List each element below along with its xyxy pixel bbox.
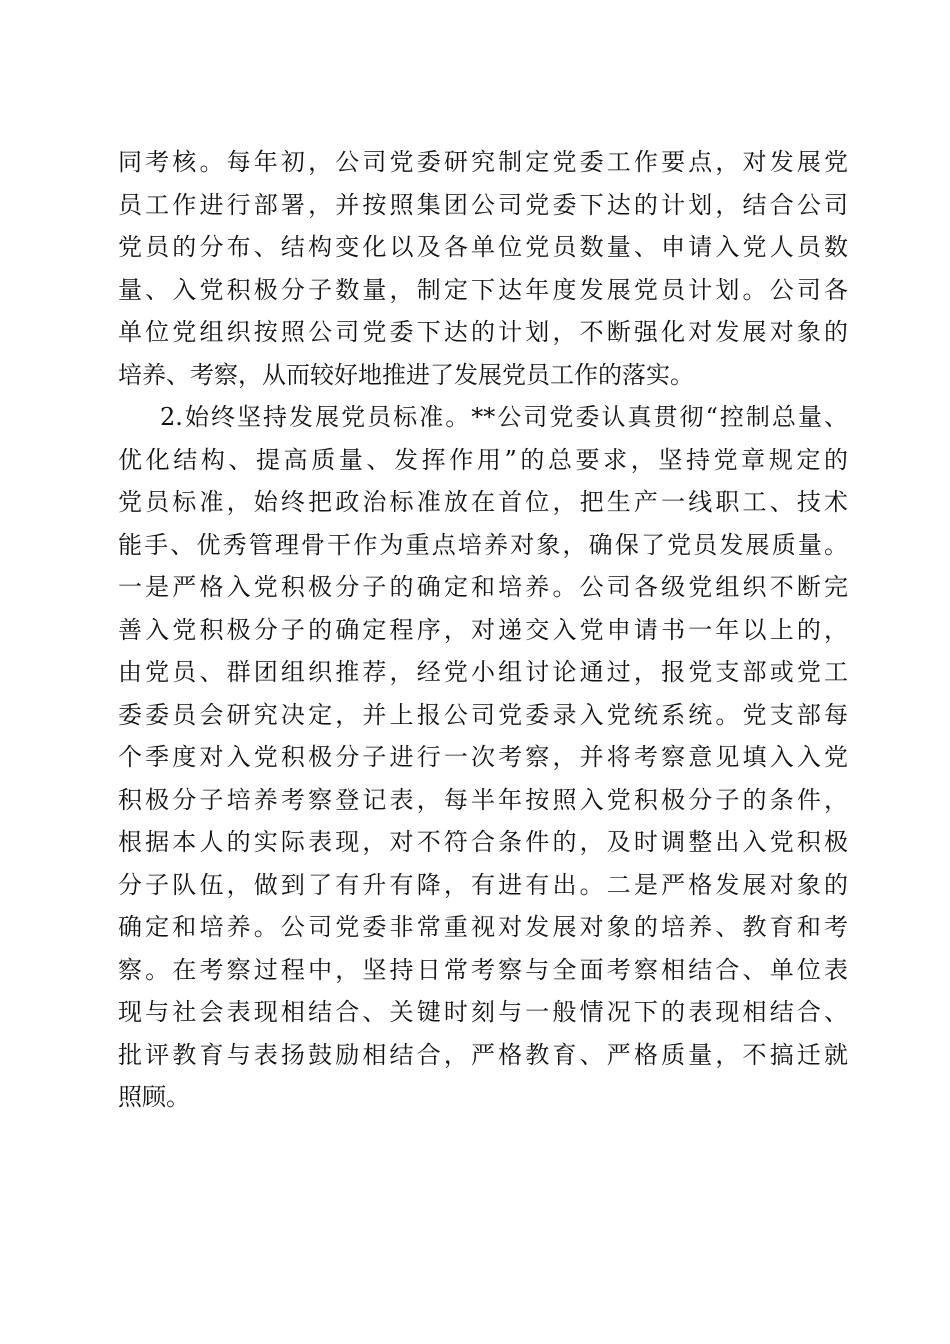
text-line: 积极分子培养考察登记表，每半年按照入党积极分子的条件， (118, 785, 848, 814)
text-line: 党员的分布、结构变化以及各单位党员数量、申请入党人员数 (118, 233, 848, 261)
text-line: 根据本人的实际表现，对不符合条件的，及时调整出入党积极 (118, 828, 848, 856)
text-line: 分子队伍，做到了有升有降，有进有出。二是严格发展对象的 (118, 870, 848, 899)
text-line: 由党员、群团组织推荐，经党小组讨论通过，报党支部或党工 (118, 658, 848, 686)
text-line: 确定和培养。公司党委非常重视对发展对象的培养、教育和考 (118, 913, 848, 941)
document-body (118, 141, 848, 1119)
text-line: 培养、考察，从而较好地推进了发展党员工作的落实。 (118, 360, 694, 389)
text-line: 能手、优秀管理骨干作为重点培养对象，确保了党员发展质量。 (118, 530, 848, 559)
text-line: 优化结构、提高质量、发挥作用”的总要求，坚持党章规定的 (118, 445, 848, 474)
text-line: 个季度对入党积极分子进行一次考察，并将考察意见填入入党 (118, 743, 848, 771)
text-line: 员工作进行部署，并按照集团公司党委下达的计划，结合公司 (118, 190, 848, 219)
text-line: 同考核。每年初，公司党委研究制定党委工作要点，对发展党 (118, 148, 848, 176)
text-line: 照顾。 (118, 1083, 190, 1111)
text-line: 委委员会研究决定，并上报公司党委录入党统系统。党支部每 (118, 700, 848, 729)
text-line: 量、入党积极分子数量，制定下达年度发展党员计划。公司各 (118, 275, 848, 304)
text-line: 一是严格入党积极分子的确定和培养。公司各级党组织不断完 (118, 573, 848, 601)
text-line: 现与社会表现相结合、关键时刻与一般情况下的表现相结合、 (118, 998, 848, 1026)
text-line: 党员标准，始终把政治标准放在首位，把生产一线职工、技术 (118, 488, 848, 516)
text-line: 单位党组织按照公司党委下达的计划，不断强化对发展对象的 (118, 318, 848, 346)
text-line: 2.始终坚持发展党员标准。**公司党委认真贯彻“控制总量、 (160, 403, 848, 431)
text-line: 察。在考察过程中，坚持日常考察与全面考察相结合、单位表 (118, 955, 848, 984)
text-line: 批评教育与表扬鼓励相结合，严格教育、严格质量，不搞迁就 (118, 1040, 848, 1069)
text-line: 善入党积极分子的确定程序，对递交入党申请书一年以上的， (118, 615, 848, 644)
